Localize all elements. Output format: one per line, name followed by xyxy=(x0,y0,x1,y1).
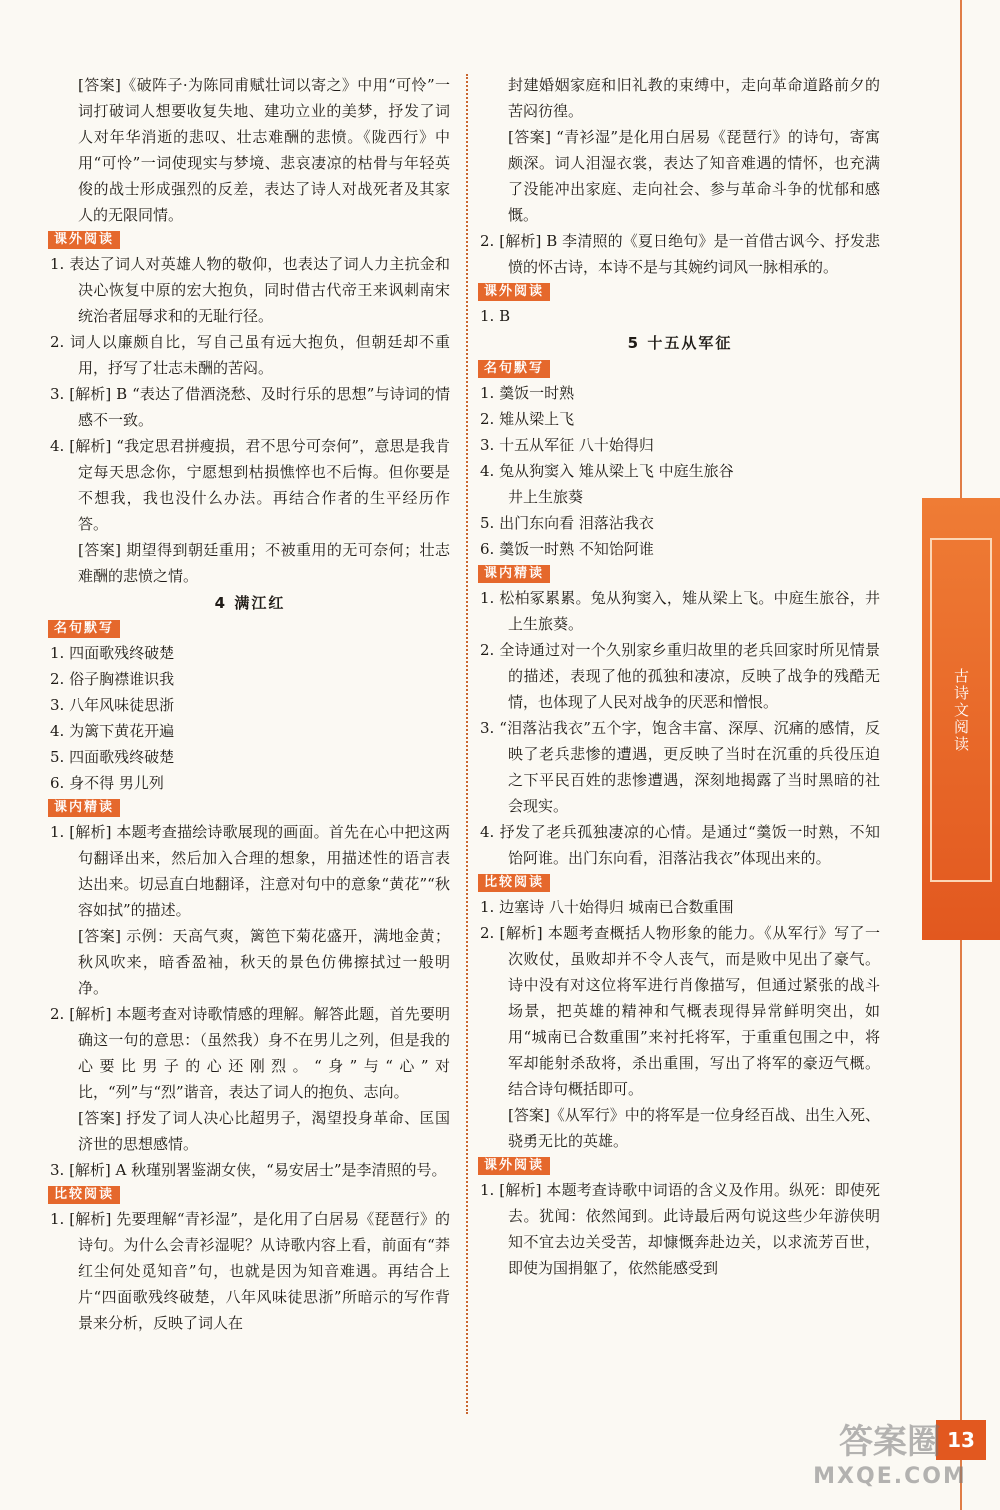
list-item: 2. [解析] 本题考查对诗歌情感的理解。解答此题，首先要明确这一句的意思：（虽然我）身不在男儿之列，但是我的心要比男子的心还刚烈。“身”与“心”对比，“列”与“烈”谐音，表达了词人的抱负、志向。 xyxy=(50,1005,450,1101)
list-item: 5. 四面歌残终破楚 xyxy=(50,748,175,766)
section-tag-kewai: 课外阅读 xyxy=(478,283,550,301)
section-tag-mingju: 名句默写 xyxy=(48,620,120,638)
list-item: 4. 兔从狗窦入 雉从梁上飞 中庭生旅谷 xyxy=(480,462,734,480)
watermark-url: MXQE.COM xyxy=(813,1464,967,1489)
list-item: 2. [解析] B 李清照的《夏日绝句》是一首借古讽今、抒发悲愤的怀古诗，本诗不是与其婉约词风一脉相承的。 xyxy=(480,232,880,276)
lesson-title: 4 满江红 xyxy=(214,594,286,612)
section-tag-kenei: 课内精读 xyxy=(48,799,120,817)
list-item: 2. [解析] 本题考查概括人物形象的能力。《从军行》写了一次败仗，虽败却并不令人丧气，而是败中见出了豪气。诗中没有对这位将军进行肖像描写，但通过紧张的战斗场景，把英雄的精神和气概表现得异常鲜明突出，如用“城南已合数重围”来衬托将军，于重重包围之中，将军却能射杀敌将，杀出重围，写出了将军的豪迈气概。结合诗句概括即可。 xyxy=(480,924,880,1098)
list-item: 5. 出门东向看 泪落沾我衣 xyxy=(480,514,654,532)
list-item: 2. 词人以廉颇自比，写自己虽有远大抱负，但朝廷却不重用，抒写了壮志未酬的苦闷。 xyxy=(50,333,450,377)
list-item: 3. 八年风味徒思浙 xyxy=(50,696,175,714)
watermark-logo-text: 答案圈 xyxy=(839,1422,941,1462)
list-item: 3. [解析] A 秋瑾别署鉴湖女侠，“易安居士”是李清照的号。 xyxy=(50,1161,447,1179)
page-number: 13 xyxy=(936,1420,986,1460)
left-column xyxy=(50,72,450,1336)
list-item: 6. 身不得 男儿列 xyxy=(50,774,164,792)
section-tag-mingju: 名句默写 xyxy=(478,360,550,378)
list-item: 4. [解析] “我定思君拼瘦损，君不思兮可奈何”，意思是我肯定每天思念你，宁愿想到枯损憔悴也不后悔。但你要是不想我，我也没什么办法。再结合作者的生平经历作答。 xyxy=(50,437,450,533)
list-item: 1. [解析] 本题考查描绘诗歌展现的画面。首先在心中把这两句翻译出来，然后加入合理的想象，用描述性的语言表达出来。切忌直白地翻译，注意对句中的意象“黄花”“秋容如拭”的描述。 xyxy=(50,823,450,919)
section-tag-kewai: 课外阅读 xyxy=(48,231,120,249)
watermark xyxy=(800,1420,980,1490)
list-item: 1. 松柏冢累累。兔从狗窦入，雉从梁上飞。中庭生旅谷，井上生旅葵。 xyxy=(480,589,880,633)
list-item: 1. B xyxy=(480,307,511,325)
section-tag-kewai: 课外阅读 xyxy=(478,1157,550,1175)
column-divider xyxy=(466,74,468,1414)
list-item: 6. 羹饭一时熟 不知饴阿谁 xyxy=(480,540,654,558)
answer-paragraph: [答案]《破阵子·为陈同甫赋壮词以寄之》中用“可怜”一词打破词人想要收复失地、建功立业的美梦，抒发了词人对年华消逝的悲叹、壮志难酬的悲愤。《陇西行》中用“可怜”一词使现实与梦境、悲哀凄凉的枯骨与年轻英俊的战士形成强烈的反差，表达了诗人对战死者及其家人的无限同情。 xyxy=(78,76,450,224)
continued-paragraph: 封建婚姻家庭和旧礼教的束缚中，走向革命道路前夕的苦闷彷徨。 xyxy=(508,76,880,120)
answer-paragraph: [答案] 示例：天高气爽，篱笆下菊花盛开，满地金黄；秋风吹来，暗香盈袖，秋天的景色仿佛擦拭过一般明净。 xyxy=(78,927,450,997)
lesson-title: 5 十五从军征 xyxy=(627,334,733,352)
list-item: 1. [解析] 先要理解“青衫湿”，是化用了白居易《琵琶行》的诗句。为什么会青衫湿呢？从诗歌内容上看，前面有“莽红尘何处觅知音”句，也就是因为知音难遇。再结合上片“四面歌残终破楚，八年风味徒思浙”所暗示的写作背景来分析，反映了词人在 xyxy=(50,1210,450,1332)
list-item: 1. 边塞诗 八十始得归 城南已合数重围 xyxy=(480,898,734,916)
side-tab-label: 古诗文阅读 xyxy=(952,668,970,753)
side-tab xyxy=(922,498,1000,940)
answer-paragraph: [答案] “青衫湿”是化用白居易《琵琶行》的诗句，寄寓颇深。词人泪湿衣裳，表达了知音难遇的情怀，也充满了没能冲出家庭、走向社会、参与革命斗争的忧郁和感慨。 xyxy=(508,128,880,224)
list-item: 2. 俗子胸襟谁识我 xyxy=(50,670,175,688)
list-item: 3. 十五从军征 八十始得归 xyxy=(480,436,654,454)
list-item: 3. “泪落沾我衣”五个字，饱含丰富、深厚、沉痛的感情，反映了老兵悲惨的遭遇，更反映了当时在沉重的兵役压迫之下平民百姓的悲惨遭遇，深刻地揭露了当时黑暗的社会现实。 xyxy=(480,719,880,815)
list-item: 1. 羹饭一时熟 xyxy=(480,384,575,402)
section-tag-kenei: 课内精读 xyxy=(478,565,550,583)
right-column xyxy=(480,72,880,1281)
list-item: 4. 为篱下黄花开遍 xyxy=(50,722,175,740)
list-item: 3. [解析] B “表达了借酒浇愁、及时行乐的思想”与诗词的情感不一致。 xyxy=(50,385,450,429)
answer-paragraph: [答案] 期望得到朝廷重用；不被重用的无可奈何；壮志难酬的悲愤之情。 xyxy=(78,541,450,585)
list-item: 2. 全诗通过对一个久别家乡重归故里的老兵回家时所见情景的描述，表现了他的孤独和凄凉，反映了战争的残酷无情，也体现了人民对战争的厌恶和憎恨。 xyxy=(480,641,880,711)
section-tag-bijiao: 比较阅读 xyxy=(48,1186,120,1204)
list-item: 1. [解析] 本题考查诗歌中词语的含义及作用。纵死：即使死去。犹闻：依然闻到。此诗最后两句说这些少年游侠明知不宜去边关受苦，却慷慨奔赴边关，以求流芳百世，即使为国捐躯了，依然能感受到 xyxy=(480,1181,880,1277)
section-tag-bijiao: 比较阅读 xyxy=(478,874,550,892)
list-item: 2. 雉从梁上飞 xyxy=(480,410,575,428)
list-item: 1. 四面歌残终破楚 xyxy=(50,644,175,662)
list-item: 4. 抒发了老兵孤独凄凉的心情。是通过“羹饭一时熟，不知饴阿谁。出门东向看，泪落沾我衣”体现出来的。 xyxy=(480,823,880,867)
answer-paragraph: [答案]《从军行》中的将军是一位身经百战、出生入死、骁勇无比的英雄。 xyxy=(508,1106,880,1150)
list-item-continuation: 井上生旅葵 xyxy=(508,488,584,506)
list-item: 1. 表达了词人对英雄人物的敬仰，也表达了词人力主抗金和决心恢复中原的宏大抱负，同时借古代帝王来讽刺南宋统治者屈辱求和的无耻行径。 xyxy=(50,255,450,325)
answer-paragraph: [答案] 抒发了词人决心比超男子，渴望投身革命、匡国济世的思想感情。 xyxy=(78,1109,450,1153)
